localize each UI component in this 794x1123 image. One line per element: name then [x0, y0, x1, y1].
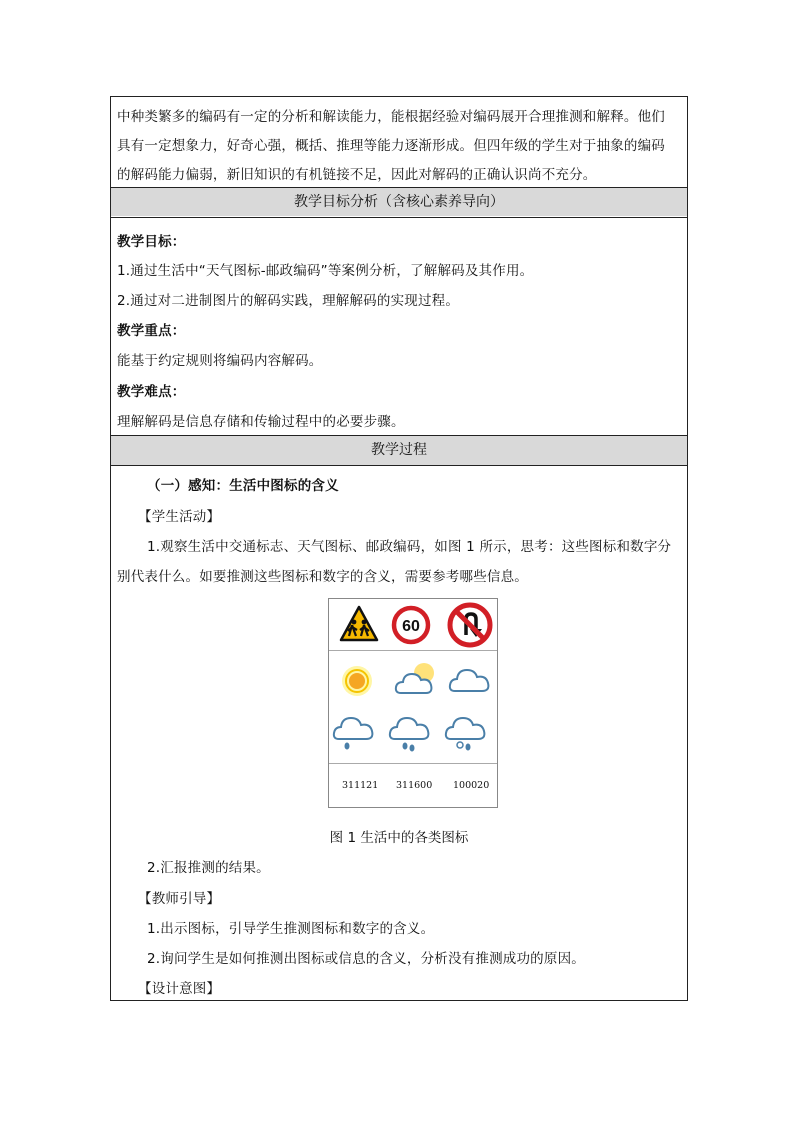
activity-1-line-2: 别代表什么。如要推测这些图标和数字的含义，需要参考哪些信息。: [117, 569, 528, 585]
teacher-guide-heading: 【教师引导】: [138, 891, 221, 907]
step-1-title: （一）感知：生活中图标的含义: [147, 478, 339, 494]
guide-item-1: 1.出示图标，引导学生推测图标和数字的含义。: [147, 921, 435, 937]
key-point-label: 教学重点：: [117, 323, 186, 339]
design-intent-heading: 【设计意图】: [138, 981, 221, 997]
goals-label: 教学目标：: [117, 234, 186, 250]
difficulty-label: 教学难点：: [117, 384, 186, 400]
goal-item-2: 2.通过对二进制图片的解码实践，理解解码的实现过程。: [117, 293, 460, 309]
goals-section-header: 教学目标分析（含核心素养导向）: [111, 188, 687, 216]
figure-caption: 图 1 生活中的各类图标: [329, 830, 469, 846]
activity-1-line-1: 1.观察生活中交通标志、天气图标、邮政编码，如图 1 所示，思考：这些图标和数字分: [147, 539, 672, 555]
divider: [111, 465, 687, 466]
intro-line-3: 的解码能力偏弱，新旧知识的有机链接不足，因此对解码的正确认识尚不充分。: [117, 167, 597, 183]
goal-item-1: 1.通过生活中“天气图标-邮政编码”等案例分析，了解解码及其作用。: [117, 263, 534, 279]
key-point-text: 能基于约定规则将编码内容解码。: [117, 353, 323, 369]
light-rain-weather-icon: [331, 713, 381, 753]
intro-line-2: 具有一定想象力，好奇心强，概括、推理等能力逐渐形成。但四年级的学生对于抽象的编码: [117, 138, 665, 154]
lesson-table: [110, 96, 688, 1001]
activity-2: 2.汇报推测的结果。: [147, 860, 270, 876]
no-u-turn-sign-icon: [447, 602, 493, 648]
icon-figure: [328, 598, 498, 808]
sunny-weather-icon: [339, 663, 375, 699]
difficulty-text: 理解解码是信息存储和传输过程中的必要步骤。: [117, 414, 405, 430]
figure-divider: [329, 763, 497, 764]
cloudy-weather-icon: [447, 661, 495, 697]
divider: [111, 217, 687, 218]
student-activity-heading: 【学生活动】: [138, 509, 221, 525]
guide-item-2: 2.询问学生是如何推测出图标或信息的含义，分析没有推测成功的原因。: [147, 951, 585, 967]
speed-limit-sign-icon: [391, 605, 431, 645]
speed-limit-text: 60: [402, 618, 420, 635]
postal-code-1: 311121: [342, 780, 379, 791]
process-section-header: 教学过程: [111, 436, 687, 465]
intro-line-1: 中种类繁多的编码有一定的分析和解读能力，能根据经验对编码展开合理推测和解释。他们: [117, 109, 665, 125]
sleet-weather-icon: [443, 713, 493, 753]
partly-cloudy-weather-icon: [393, 661, 441, 697]
children-crossing-sign-icon: [339, 605, 379, 643]
figure-divider: [329, 650, 497, 651]
postal-code-2: 311600: [396, 780, 433, 791]
postal-code-3: 100020: [453, 780, 490, 791]
rain-weather-icon: [387, 713, 437, 753]
